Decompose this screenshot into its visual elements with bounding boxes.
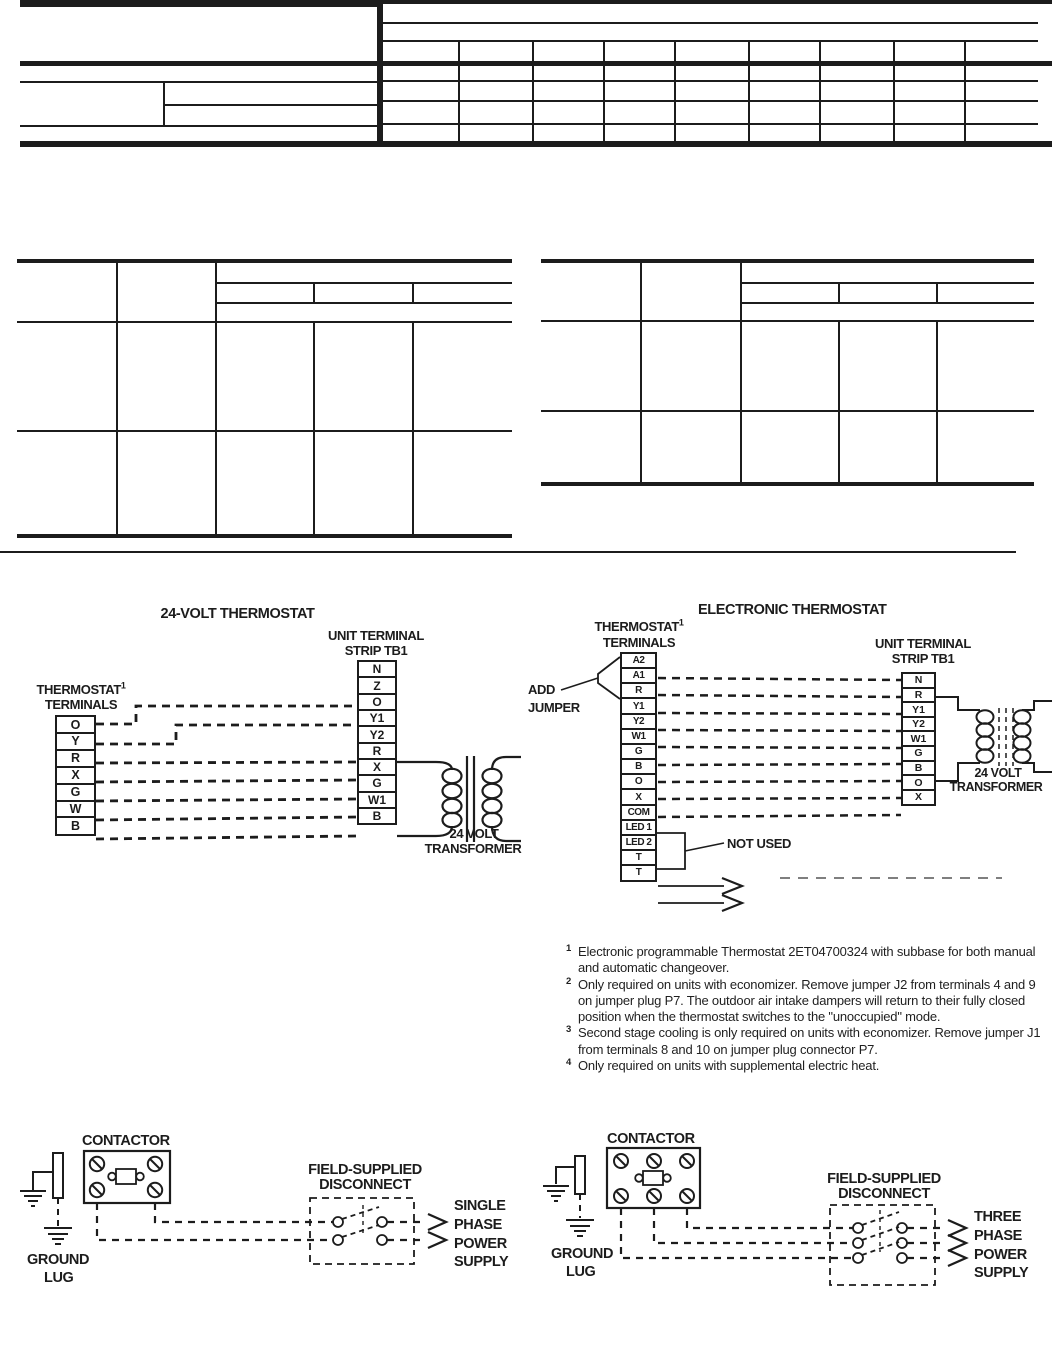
terminal-cell: G xyxy=(620,743,657,760)
terminal-cell: X xyxy=(357,758,397,777)
diagram-title-24v: 24-VOLT THERMOSTAT xyxy=(160,606,315,622)
ground-lug-label-line1: GROUND xyxy=(551,1246,614,1262)
terminal-cell: LED 2 xyxy=(620,834,657,851)
footnote-text: Second stage cooling is only required on units with economizer. Remove jumper J1 from terminals 8 and 10 on jumper plug connector P7. xyxy=(578,1025,1041,1057)
transformer-label-line2: TRANSFORMER xyxy=(949,780,1043,794)
terminal-cell: X xyxy=(55,766,96,785)
terminal-cell: Y1 xyxy=(901,701,936,718)
transformer-label-line1: 24 VOLT xyxy=(974,766,1022,780)
tb1-label-line1: UNIT TERMINAL xyxy=(328,628,424,643)
coil-loop xyxy=(483,769,502,783)
footnote-number: 3 xyxy=(566,1024,572,1036)
arrow-icon xyxy=(722,895,742,911)
disconnect-label-line2: DISCONNECT xyxy=(838,1186,930,1202)
coil-loop xyxy=(443,784,462,798)
terminal-cell: Y2 xyxy=(901,716,936,733)
ground-lug-label-line2: LUG xyxy=(566,1264,596,1280)
thermostat-terminals-label-line1: THERMOSTAT$^1$ xyxy=(594,617,684,634)
supply-label-line: POWER xyxy=(974,1246,1027,1263)
wire-x xyxy=(96,780,357,782)
wire-g xyxy=(658,764,901,765)
arrow-icon xyxy=(428,1214,446,1230)
footnote-number: 2 xyxy=(566,975,572,987)
wire-w xyxy=(96,817,357,820)
terminal-cell: R xyxy=(357,742,397,761)
terminal-cell: O xyxy=(901,774,936,791)
terminal-cell: X xyxy=(620,788,657,805)
terminal-cell: Z xyxy=(357,676,397,695)
terminal-cell: LED 1 xyxy=(620,819,657,836)
terminal-cell: W1 xyxy=(620,728,657,745)
arrow-icon xyxy=(948,1250,966,1266)
disconnect-switch-icon xyxy=(853,1210,907,1263)
unit-terminal-strip-tb1-electronic xyxy=(901,672,936,806)
transformer-label-line1: 24 VOLT xyxy=(449,826,499,841)
terminal-cell: N xyxy=(357,660,397,679)
wire-o xyxy=(658,798,901,799)
ground-icon xyxy=(44,1228,72,1244)
ground-icon xyxy=(20,1172,53,1206)
transformer-lead-r xyxy=(397,762,452,770)
pointer-line xyxy=(561,678,598,690)
coil-loop xyxy=(443,769,462,783)
coil-loop xyxy=(977,723,994,737)
wire-r xyxy=(96,762,357,763)
coil-loop xyxy=(1014,749,1031,763)
disconnect-label-line1: FIELD-SUPPLIED xyxy=(827,1171,941,1187)
contactor-coil-icon xyxy=(635,1171,671,1185)
supply-label-line: SINGLE xyxy=(454,1198,506,1214)
ground-lug-label-line2: LUG xyxy=(44,1270,74,1286)
coil-loop xyxy=(1014,710,1031,724)
arrow-icon xyxy=(722,878,742,894)
disconnect-label-line1: FIELD-SUPPLIED xyxy=(308,1162,422,1178)
terminal-cell: B xyxy=(620,758,657,775)
terminal-cell: G xyxy=(901,745,936,762)
thermostat-terminal-strip-electronic xyxy=(620,652,657,882)
thermostat-terminals-label-line1: THERMOSTAT$^1$ xyxy=(36,680,126,697)
supply-label-line: THREE xyxy=(974,1209,1022,1225)
terminal-cell: Y1 xyxy=(357,709,397,728)
footnote xyxy=(565,1058,1051,1074)
unit-terminal-strip-tb1-24v xyxy=(357,660,397,825)
arrow-icon xyxy=(948,1220,966,1236)
thermostat-terminals-label-line2: TERMINALS xyxy=(602,635,676,650)
supply-label-line: SUPPLY xyxy=(974,1265,1029,1282)
coil-loop xyxy=(977,710,994,724)
footnote-number: 1 xyxy=(566,943,572,954)
ground-lug-icon xyxy=(575,1156,585,1194)
terminal-cell: A1 xyxy=(620,667,657,684)
terminal-cell: R xyxy=(901,687,936,704)
supply-label-line: PHASE xyxy=(974,1227,1022,1244)
footnote-text: Only required on units with economizer. Remove jumper J2 from terminals 4 and 9 on jumper plug P7. The outdoor air intake dampers will return to their fully closed position when the thermostat switches to the "unoccupied" mode. xyxy=(578,976,1036,1025)
wire-y2 xyxy=(658,730,901,731)
footnotes xyxy=(565,944,1051,1074)
footnote xyxy=(565,1025,1051,1058)
terminal-cell: Y2 xyxy=(620,713,657,730)
terminal-cell: R xyxy=(55,749,96,768)
screw-terminal-icons xyxy=(614,1154,694,1203)
terminal-cell: O xyxy=(55,715,96,734)
ground-icon xyxy=(543,1167,575,1201)
tb1-label-line2: STRIP TB1 xyxy=(891,651,955,666)
terminal-cell: W1 xyxy=(901,730,936,747)
wire-dashed-group-electronic xyxy=(658,678,901,817)
terminal-cell: O xyxy=(357,693,397,712)
wire-dashed-group-24v xyxy=(96,706,357,839)
wire-y xyxy=(96,725,357,744)
coil-loop xyxy=(443,799,462,813)
supply-label-line: SUPPLY xyxy=(454,1254,509,1271)
terminal-cell: A2 xyxy=(620,652,657,669)
transformer-lead-r xyxy=(936,697,980,710)
terminal-cell: T xyxy=(620,849,657,866)
not-used-bracket-icon xyxy=(657,833,724,869)
footnote-ref: 1 xyxy=(678,617,684,628)
footnote-ref: 1 xyxy=(120,680,126,691)
coil-loop xyxy=(1014,736,1031,750)
contactor-label: CONTACTOR xyxy=(607,1131,695,1147)
contactor-box xyxy=(607,1148,700,1208)
arrow-icon xyxy=(428,1232,446,1248)
terminal-cell: X xyxy=(901,789,936,806)
footnote xyxy=(565,944,1051,977)
terminal-cell: B xyxy=(357,807,397,826)
terminal-cell: N xyxy=(901,672,936,689)
wire-x xyxy=(658,815,901,817)
supply-label-line: PHASE xyxy=(454,1216,502,1233)
thermostat-terminals-label-line2: TERMINALS xyxy=(44,697,118,712)
diagram-title-electronic: ELECTRONIC THERMOSTAT xyxy=(698,602,887,618)
wire-y1 xyxy=(658,713,901,714)
disconnect-label-line2: DISCONNECT xyxy=(319,1177,411,1193)
wire-w1 xyxy=(658,747,901,748)
supply-label-line: POWER xyxy=(454,1235,507,1252)
power-wires xyxy=(97,1203,424,1240)
terminal-cell: Y2 xyxy=(357,725,397,744)
screw-terminal-icons xyxy=(90,1157,162,1197)
terminal-cell: W xyxy=(55,800,96,819)
jumper-brace-icon xyxy=(561,657,620,699)
transformer-secondary-lead xyxy=(492,757,521,770)
three-phase-supply-label xyxy=(974,1209,1028,1284)
terminal-cell: COM xyxy=(620,804,657,821)
not-used-label: NOT USED xyxy=(727,836,791,851)
terminal-cell: R xyxy=(620,682,657,699)
transformer-label-line2: TRANSFORMER xyxy=(424,841,522,856)
power-wires xyxy=(621,1208,944,1258)
ground-icon xyxy=(566,1220,594,1236)
t-terminal-arrows xyxy=(658,878,1002,911)
coil-loop xyxy=(977,736,994,750)
contactor-box xyxy=(84,1151,170,1203)
wire-a1-n xyxy=(658,678,901,680)
terminal-cell: Y1 xyxy=(620,697,657,714)
wire-r xyxy=(658,695,901,697)
tb1-label-line1: UNIT TERMINAL xyxy=(875,636,971,651)
tb1-label-line2: STRIP TB1 xyxy=(344,643,408,658)
thermostat-terminal-strip-24v xyxy=(55,715,96,836)
terminal-cell: B xyxy=(901,760,936,777)
contactor-coil-icon xyxy=(108,1169,144,1184)
terminal-cell: W1 xyxy=(357,791,397,810)
wire-g xyxy=(96,799,357,801)
coil-loop xyxy=(483,784,502,798)
footnote-text: Electronic programmable Thermostat 2ET04700324 with subbase for both manual and automatic changeover. xyxy=(578,944,1036,976)
terminal-cell: G xyxy=(357,774,397,793)
pointer-line xyxy=(685,843,724,851)
three-phase-diagram xyxy=(543,1148,966,1285)
ground-lug-icon xyxy=(53,1153,63,1198)
disconnect-switch-icon xyxy=(333,1205,387,1245)
coil-loop xyxy=(483,799,502,813)
bracket xyxy=(657,833,685,869)
wire-b xyxy=(658,781,901,782)
single-phase-supply-label xyxy=(454,1198,508,1273)
footnote-text: Only required on units with supplemental electric heat. xyxy=(578,1058,880,1074)
terminal-cell: B xyxy=(55,816,96,835)
terminal-cell: O xyxy=(620,773,657,790)
coil-loop xyxy=(1014,723,1031,737)
add-jumper-label-line2: JUMPER xyxy=(528,700,580,715)
add-jumper-label-line1: ADD xyxy=(528,682,555,697)
transformer-secondary-lead xyxy=(1022,701,1052,710)
footnote-number: 4 xyxy=(566,1057,572,1069)
terminal-cell: T xyxy=(620,864,657,881)
coil-loop xyxy=(977,749,994,763)
arrow-icon xyxy=(948,1235,966,1251)
contactor-label: CONTACTOR xyxy=(82,1133,170,1149)
footnote xyxy=(565,977,1051,1026)
terminal-cell: G xyxy=(55,783,96,802)
terminal-cell: Y xyxy=(55,732,96,751)
brace xyxy=(598,657,620,699)
ground-lug-label-line1: GROUND xyxy=(27,1252,90,1268)
wire-b xyxy=(96,836,357,839)
